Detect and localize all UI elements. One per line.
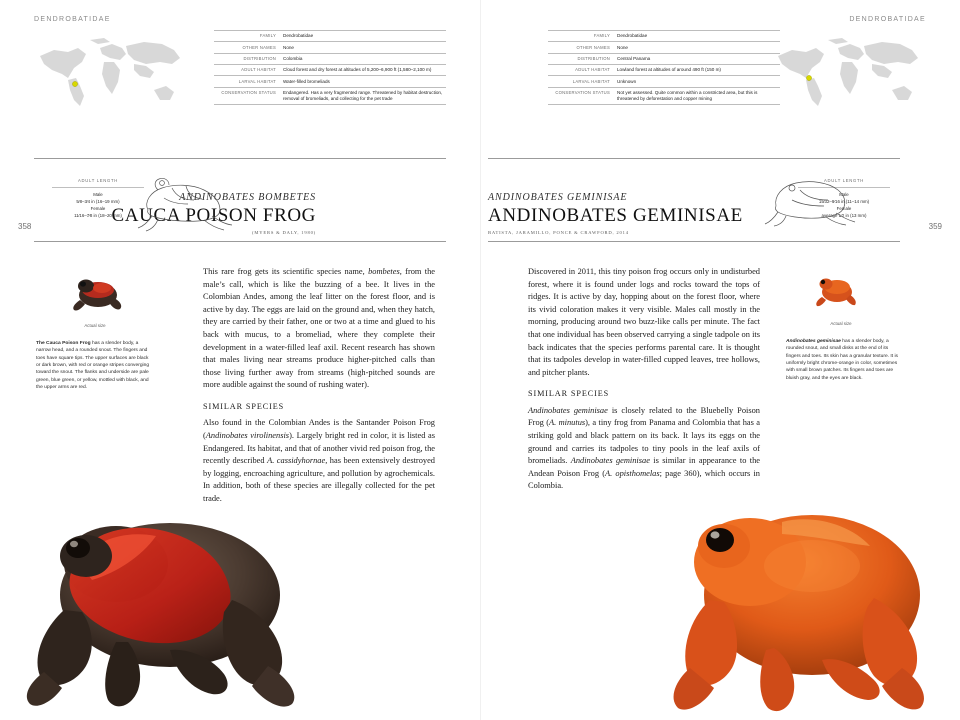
spread-gutter (480, 0, 481, 720)
female-label: Female (90, 205, 106, 211)
fact-label: ADULT HABITAT (241, 67, 276, 73)
fact-row (214, 30, 446, 42)
fact-label: DISTRIBUTION (243, 56, 276, 62)
taxonomic-authority: (MYERS & DALY, 1980) (252, 229, 316, 235)
caption-text: has a slender body, a rounded snout, and small disks at the end of its fingers and toes. Its skin has a granular texture. It is uniformly bright chrome-orange in color, sometimes with small brown patches. Its fingers and toes are bluish gray, and the eyes are black. (786, 339, 898, 381)
female-length: 11⁄16–7⁄8 in (18–20 mm) (74, 212, 122, 218)
common-name: CAUCA POISON FROG (111, 205, 316, 226)
fact-row (548, 76, 780, 87)
fact-label: OTHER NAMES (242, 44, 276, 50)
fact-label: DISTRIBUTION (577, 56, 610, 62)
fact-row (548, 65, 780, 76)
frog-line-drawing-right (762, 168, 858, 228)
species-title-right (488, 192, 743, 235)
fact-table-left (214, 30, 446, 105)
fact-value: Unknown (617, 78, 637, 84)
male-length: 5⁄8–3⁄4 in (16–19 mm) (76, 198, 120, 204)
scientific-name: ANDINOBATES GEMINISAE (488, 192, 628, 203)
fact-value: Colombia (283, 56, 303, 62)
fact-value: Dendrobatidae (617, 33, 648, 39)
actual-size-frog-left (68, 268, 128, 316)
folio-right: 359 (928, 222, 942, 231)
body-text-right (528, 266, 760, 502)
fact-label: FAMILY (593, 33, 610, 39)
similar-species-heading: SIMILAR SPECIES (203, 402, 285, 412)
caption-lead: The Cauca Poison Frog (36, 341, 91, 346)
fact-row (214, 88, 446, 105)
frog-line-drawing-left (128, 168, 246, 234)
male-length: 15⁄32–9⁄16 in (11–14 mm) (818, 198, 870, 204)
fact-table-right (548, 30, 780, 105)
fact-row (214, 42, 446, 53)
distribution-map-left (34, 34, 186, 112)
fact-value: Central Panama (617, 56, 651, 62)
running-head-left: DENDROBATIDAE (34, 16, 111, 23)
fact-label: CONSERVATION STATUS (555, 89, 610, 95)
fact-label: CONSERVATION STATUS (221, 89, 276, 95)
distribution-map-right (772, 34, 924, 112)
fact-row (548, 42, 780, 53)
fact-row (214, 65, 446, 76)
fact-value: Cloud forest and dry forest at altitudes of 5,200–6,900 ft (1,580–2,100 m) (283, 67, 432, 73)
fact-row (214, 54, 446, 65)
fact-label: FAMILY (259, 33, 276, 39)
fact-label: LARVAL HABITAT (572, 78, 610, 84)
hero-photo-cauca-poison-frog (20, 460, 320, 720)
fact-label: ADULT HABITAT (575, 67, 610, 73)
taxonomic-authority: BATISTA, JARAMILLO, PONCE & CRAWFORD, 2014 (488, 229, 629, 235)
species-description: This rare frog gets its scientific species name, bombetes, from the male’s call, which is like the buzzing of a bee. It lives in the Colombian Andes, among the leaf litter on the forest floor, and is active by day. The eggs are laid on the ground and, when they hatch, they are carried by their father, one or two at a time and glued to his back with mucus, to a bromeliad, where they complete their development in a water-filled leaf axil. Recent research has shown that males living near streams produce higher-pitched calls than those living further away from streams (high-pitched sounds are more audible against the sound of rushing water). (203, 267, 435, 390)
photo-caption-left (36, 340, 152, 392)
adult-length-header: ADULT LENGTH (798, 178, 890, 188)
fact-value: Lowland forest at altitudes of around 490 ft (150 m) (617, 67, 721, 73)
male-label: Male (839, 191, 849, 197)
actual-size-label-left: Actual size (84, 323, 106, 328)
fact-value: Endangered. Has a very fragmented range. Threatened by habitat destruction, removal of bromeliads, and collecting for the pet trade (283, 89, 443, 101)
adult-length-header: ADULT LENGTH (52, 178, 144, 188)
actual-size-frog-right (812, 268, 862, 312)
fact-value: Water-filled bromeliads (283, 78, 330, 84)
fact-value: None (283, 44, 294, 50)
scientific-name: ANDINOBATES BOMBETES (179, 192, 316, 203)
fact-row (548, 30, 780, 42)
male-label: Male (93, 191, 103, 197)
map-highlight-dot (806, 75, 811, 80)
photo-caption-right (786, 338, 902, 382)
fact-value: Dendrobatidae (283, 33, 314, 39)
hero-photo-andinobates-geminisae (662, 470, 942, 720)
species-description: Discovered in 2011, this tiny poison frog occurs only in undisturbed forest, where it is found under logs and rocks toward the tops of ridges. It is active by day, hopping about on the forest floor, where its vivid coloration makes it very visible. Males call mostly in the morning, producing around two buzz-like calls per minute. The fact that one individual has been observed carrying a single tadpole on its back indicates that the species performs parental care. It is thought that its tadpoles develop in water-filled cupped leaves, tree hollows, and pitcher plants. (528, 267, 760, 377)
actual-size-label-right: Actual size (830, 321, 852, 326)
female-label: Female (836, 205, 852, 211)
similar-species-text: Andinobates geminisae is closely related to the Bluebelly Poison Frog (A. minutus), a tiny frog from Panama and Colombia that has a striking gold and black pattern on its back. It lays its eggs on the ground and carries its tadpoles to tiny pools in the leaf axils of bromeliads. Andinobates geminisae is similar in appearance to the Andean Poison Frog (A. opisthomelas; page 360), which occurs in Colombia. (528, 405, 760, 491)
similar-species-text: Also found in the Colombian Andes is the Santander Poison Frog (Andinobates virolinensis). Largely bright red in color, it is listed as Endangered. Its habitat, and that of another vivid red poison frog, the recently described A. cassidyhornae, has been extensively destroyed by logging, encroaching agriculture, and pollution by agrochemicals. In addition, both of these species are illegally collected for the pet trade. (203, 418, 435, 504)
running-head-right: DENDROBATIDAE (849, 16, 926, 23)
folio-left: 358 (18, 222, 32, 231)
common-name: ANDINOBATES GEMINISAE (488, 205, 743, 226)
rule (34, 241, 446, 242)
map-highlight-dot (72, 81, 77, 86)
fact-label: LARVAL HABITAT (238, 78, 276, 84)
rule (34, 158, 446, 159)
female-length: average 1⁄2 in (13 mm) (821, 212, 867, 218)
caption-lead: Andinobates geminisae (786, 339, 841, 344)
fact-row (214, 76, 446, 87)
fact-value: None (617, 44, 628, 50)
rule (488, 241, 900, 242)
fact-value: Not yet assessed. Quite common within a constricted area, but this is threatened by deforestation and copper mining (617, 89, 758, 101)
caption-text: has a slender body, a narrow head, and a rounded snout. The fingers and toes have square tips. The upper surfaces are black or dark brown, with red or orange stripes converging toward the snout. The flanks and underside are pale green, blue green, or yellow, mottled with black, and the upper arms are red. (36, 341, 150, 391)
fact-row (548, 54, 780, 65)
rule (488, 158, 900, 159)
fact-row (548, 88, 780, 105)
similar-species-heading: SIMILAR SPECIES (528, 389, 610, 399)
fact-label: OTHER NAMES (576, 44, 610, 50)
